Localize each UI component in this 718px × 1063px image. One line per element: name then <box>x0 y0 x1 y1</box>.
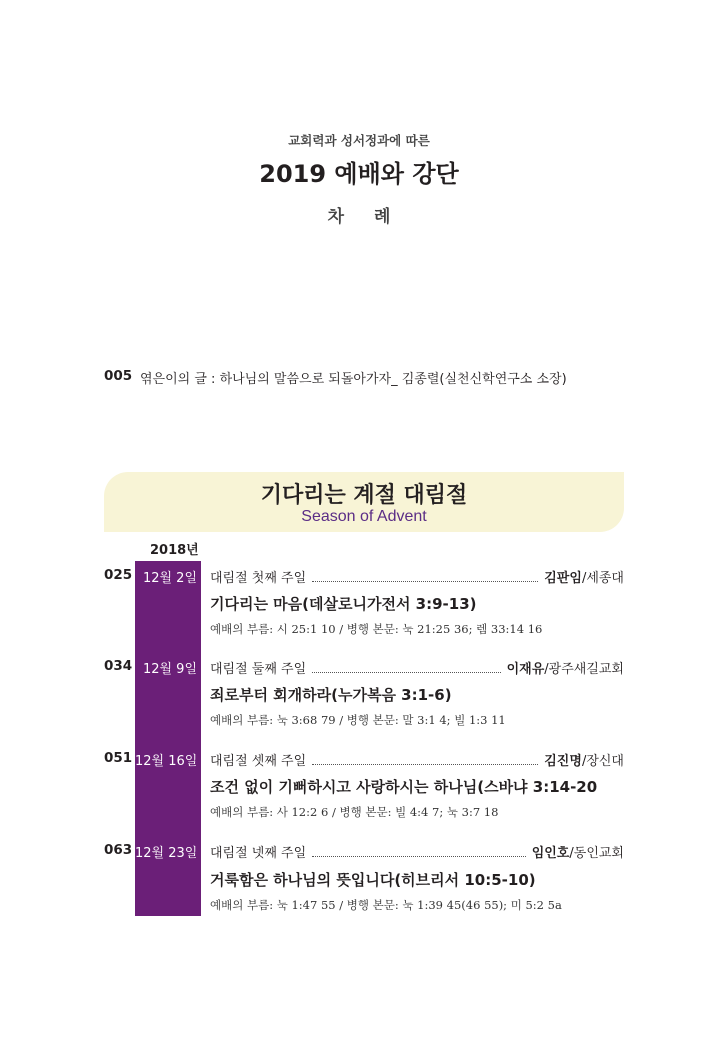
entry-preacher <box>544 750 624 769</box>
entry-sunday: 대림절 둘째 주일 <box>210 662 307 677</box>
entry-page-number: 063 <box>104 842 133 858</box>
preacher-name: 임인호 <box>531 846 570 861</box>
entry-readings: 예배의 부름: 눅 3:68 79 / 병행 본문: 말 3:1 4; 빌 1:3 11 <box>210 713 506 727</box>
entry-date: 12월 16일 <box>135 754 198 769</box>
entry-date: 12월 9일 <box>142 662 197 677</box>
entry-date: 12월 2일 <box>142 571 197 586</box>
date-column-bar <box>135 561 201 916</box>
entry-preacher <box>532 842 624 861</box>
entry-sunday: 대림절 넷째 주일 <box>210 846 307 861</box>
entry-page-number: 025 <box>104 567 133 583</box>
preacher-org: /광주새길교회 <box>544 662 624 677</box>
toc-entry[interactable] <box>210 842 624 861</box>
leader-dots <box>312 672 500 673</box>
preface-entry[interactable]: 엮은이의 글 : 하나님의 말씀으로 되돌아가자_ 김종렬(실천신학연구소 소장) <box>140 372 567 387</box>
leader-dots <box>312 764 538 765</box>
entry-preacher <box>507 658 624 677</box>
entry-page-number: 051 <box>104 750 133 766</box>
preacher-name: 이재유 <box>506 662 545 677</box>
preacher-name: 김진명 <box>544 754 582 769</box>
entry-sermon-title: 조건 없이 기뻐하시고 사랑하시는 하나님(스바냐 3:14-20 <box>210 778 598 796</box>
leader-dots <box>312 581 538 582</box>
preacher-org: /세종대 <box>581 571 624 586</box>
entry-sermon-title: 기다리는 마음(데살로니가전서 3:9-13) <box>210 595 477 613</box>
year-label: 2018년 <box>150 543 199 558</box>
book-title: 2019 예배와 강단 <box>259 160 459 188</box>
preacher-org: /동인교회 <box>569 846 624 861</box>
entry-date: 12월 23일 <box>135 846 198 861</box>
entry-sermon-title: 죄로부터 회개하라(누가복음 3:1-6) <box>210 686 452 704</box>
toc-entry[interactable] <box>210 658 624 677</box>
entry-page-number: 034 <box>104 658 133 674</box>
preacher-org: /장신대 <box>581 754 624 769</box>
entry-preacher <box>544 567 624 586</box>
preacher-name: 김판임 <box>544 571 582 586</box>
leader-dots <box>312 856 526 857</box>
preface-page-number: 005 <box>104 368 133 384</box>
section-subtitle: Season of Advent <box>301 508 427 525</box>
entry-readings: 예배의 부름: 눅 1:47 55 / 병행 본문: 눅 1:39 45(46 55); 미 5:2 5a <box>210 898 562 912</box>
entry-sunday: 대림절 셋째 주일 <box>210 754 307 769</box>
toc-entry[interactable] <box>210 750 624 769</box>
toc-entry[interactable] <box>210 567 624 586</box>
entry-readings: 예배의 부름: 사 12:2 6 / 병행 본문: 빌 4:4 7; 눅 3:7 18 <box>210 805 499 819</box>
section-title: 기다리는 계절 대림절 <box>260 482 468 508</box>
entry-sermon-title: 거룩함은 하나님의 뜻입니다(히브리서 10:5-10) <box>210 871 536 889</box>
entry-sunday: 대림절 첫째 주일 <box>210 571 307 586</box>
book-subtitle: 교회력과 성서정과에 따른 <box>288 133 430 148</box>
entry-readings: 예배의 부름: 시 25:1 10 / 병행 본문: 눅 21:25 36; 렘 33:14 16 <box>210 622 543 636</box>
toc-heading: 차 례 <box>327 207 403 227</box>
